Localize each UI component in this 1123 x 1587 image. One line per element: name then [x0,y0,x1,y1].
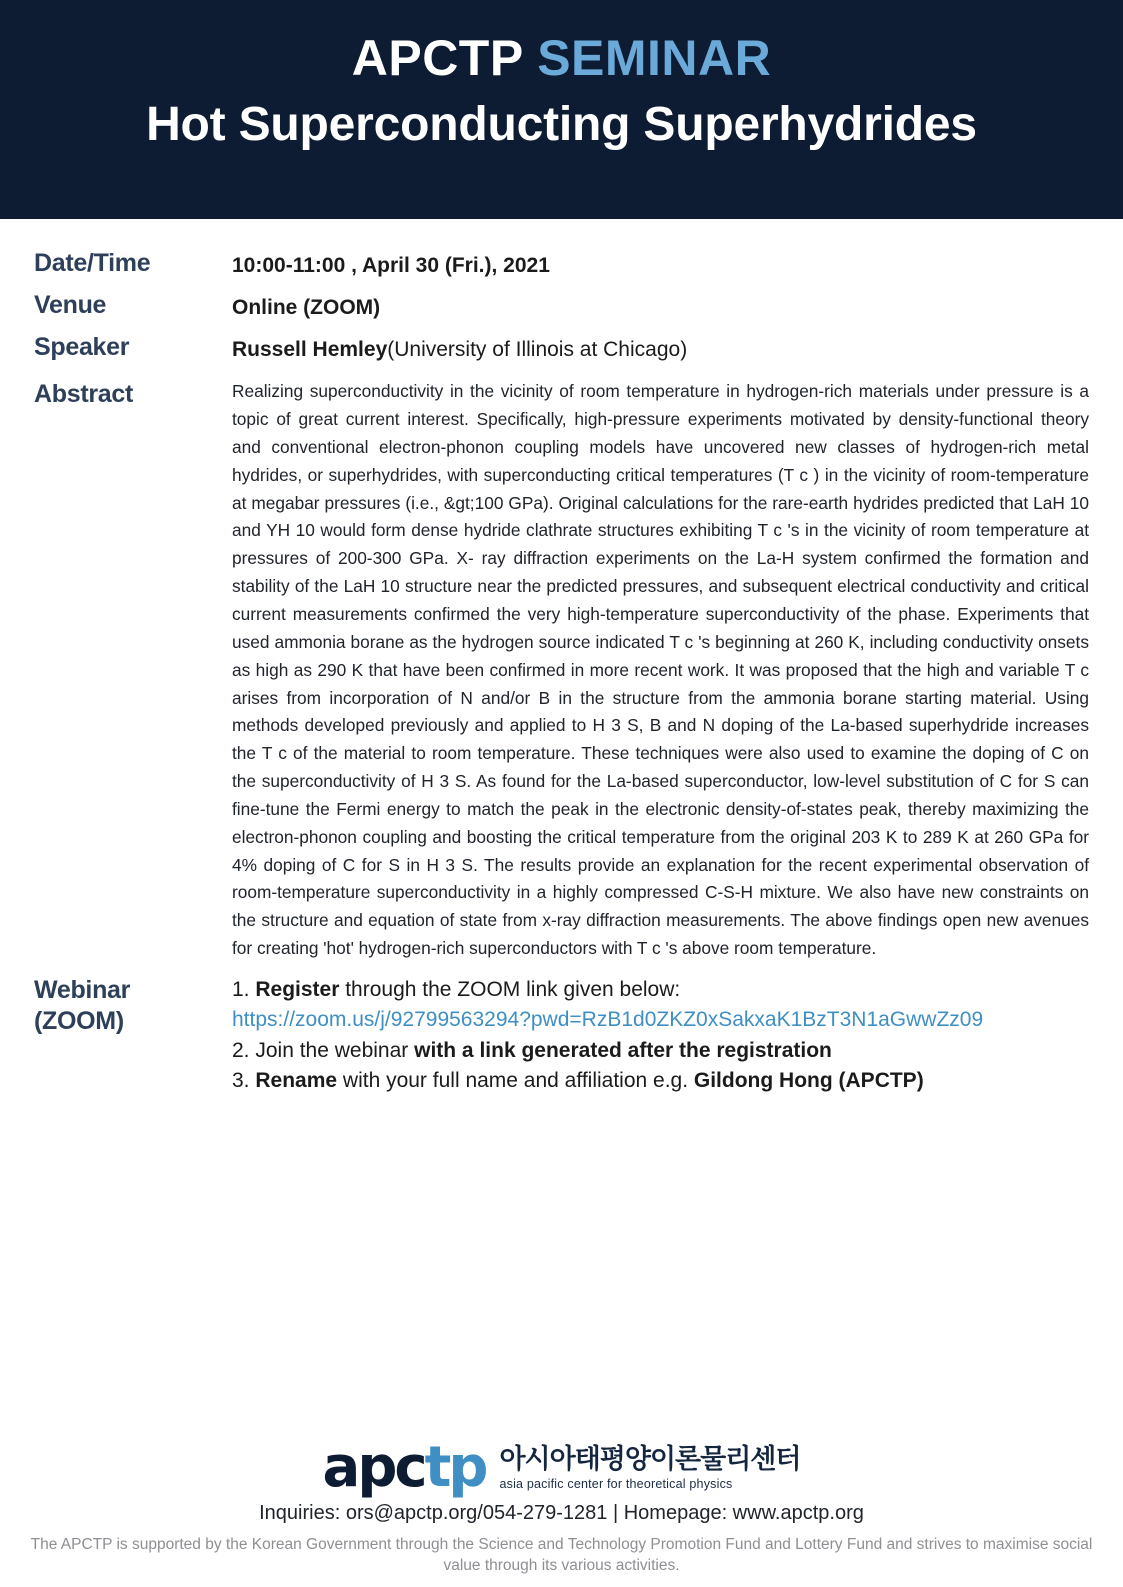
webinar-label [34,975,232,1038]
poster-footer [0,1435,1123,1587]
abstract-label: Abstract [34,380,134,409]
step3-keyword: Rename [255,1069,338,1093]
speaker-value [232,331,1089,364]
title-main: APCTP [351,30,538,86]
step3-prefix: 3. [232,1069,256,1093]
logo-korean-name: 아시아태평양이론물리센터 [499,1443,801,1474]
logo-english-name: asia pacific center for theoretical physics [499,1476,733,1491]
field-row-speaker [34,331,1089,365]
step1-keyword: Register [255,977,340,1001]
venue-value: Online (ZOOM) [232,295,381,319]
poster-body [0,219,1123,1097]
logo-text-apc: apc [322,1435,425,1501]
speaker-affiliation: (University of Illinois at Chicago) [387,337,688,361]
datetime-value: 10:00-11:00 , April 30 (Fri.), 2021 [232,254,550,277]
apctp-logo [0,1435,1123,1501]
title-accent: SEMINAR [537,30,772,86]
apctp-logo-wordmark [322,1435,486,1501]
step2-prefix: 2. Join the webinar [232,1038,415,1062]
step3-mid: with your full name and affiliation e.g. [337,1069,694,1093]
webinar-step-1 [232,975,1089,1005]
field-row-datetime [34,247,1089,281]
datetime-label: Date/Time [34,249,151,277]
page-subtitle: Hot Superconducting Superhydrides [146,97,977,151]
poster-header [0,0,1123,219]
inquiries-line: Inquiries: ors@apctp.org/054-279-1281 | Homepage: www.apctp.org [259,1502,864,1525]
step2-keyword: with a link generated after the registration [414,1038,832,1062]
field-row-venue [34,289,1089,323]
page-title [0,30,1123,88]
step1-prefix: 1. [232,977,256,1001]
apctp-logo-korean [499,1445,800,1491]
step3-example-name: Gildong Hong (APCTP) [693,1069,924,1093]
webinar-instructions [232,975,1089,1097]
abstract-text: Realizing superconductivity in the vicinity of room temperature in hydrogen-rich materials under pressure is a topic of great current interest. Specifically, high-pressure experiments motivated by density-functional theory and conventional electron-phonon coupling models have uncovered new classes of hydrogen-rich metal hydrides, or superhydrides, with superconducting critical temperatures (T c ) in the vicinity of room-temperature at megabar pressures (i.e., &gt;100 GPa). Original calculations for the rare-earth hydrides predicted that LaH 10 and YH 10 would form dense hydride clathrate structures exhibiting T c 's in the vicinity of room temperature at pressures of 200-300 GPa. X- ray diffraction experiments on the La-H system confirmed the formation and stability of the LaH 10 structure near the predicted pressures, and subsequent electrical conductivity and critical current measurements confirmed the very high-temperature superconductivity of the phase. Experiments that used ammonia borane as the hydrogen source indicated T c 's beginning at 260 K, including conductivity onsets as high as 290 K that have been confirmed in more recent work. It was proposed that the high and variable T c arises from incorporation of N and/or B in the structure from the ammonia borane starting material. Using methods developed previously and applied to H 3 S, B and N doping of the La-based superhydride increases the T c of the material to room temperature. These techniques were also used to examine the doping of C on the superconductivity of H 3 S. As found for the La-based superconductor, low-level substitution of C for S can fine-tune the Fermi energy to match the peak in the electronic density-of-states peak, thereby maximizing the electron-phonon coupling and boosting the critical temperature from the original 203 K to 289 K at 260 GPa for 4% doping of C for S in H 3 S. The results provide an explanation for the recent experimental observation of room-temperature superconductivity in a highly compressed C-S-H mixture. We also have new constraints on the structure and equation of state from x-ray diffraction measurements. The above findings open new avenues for creating 'hot' hydrogen-rich superconductors with T c 's above room temperature. [232,381,1089,959]
field-row-abstract [34,378,1089,963]
webinar-step-3 [232,1066,1089,1096]
webinar-label-line2: (ZOOM) [34,1007,124,1036]
field-row-webinar [34,975,1089,1097]
logo-text-tp: tp [424,1435,486,1501]
support-statement: The APCTP is supported by the Korean Government through the Science and Technology Promotion Fund and Lottery Fund and strives to maximise social value through its various activities. [30,1536,1093,1575]
webinar-zoom-link-wrapper[interactable] [232,1005,1089,1035]
webinar-step-2 [232,1036,1089,1066]
webinar-label-line1: Webinar [34,975,131,1004]
speaker-label: Speaker [34,332,130,361]
zoom-registration-link[interactable]: https://zoom.us/j/92799563294?pwd=RzB1d0ZKZ0xSakxaK1BzT3N1aGwwZz09 [232,1008,984,1032]
venue-label: Venue [34,290,107,319]
speaker-name: Russell Hemley [232,337,388,361]
step1-suffix: through the ZOOM link given below: [339,977,681,1001]
